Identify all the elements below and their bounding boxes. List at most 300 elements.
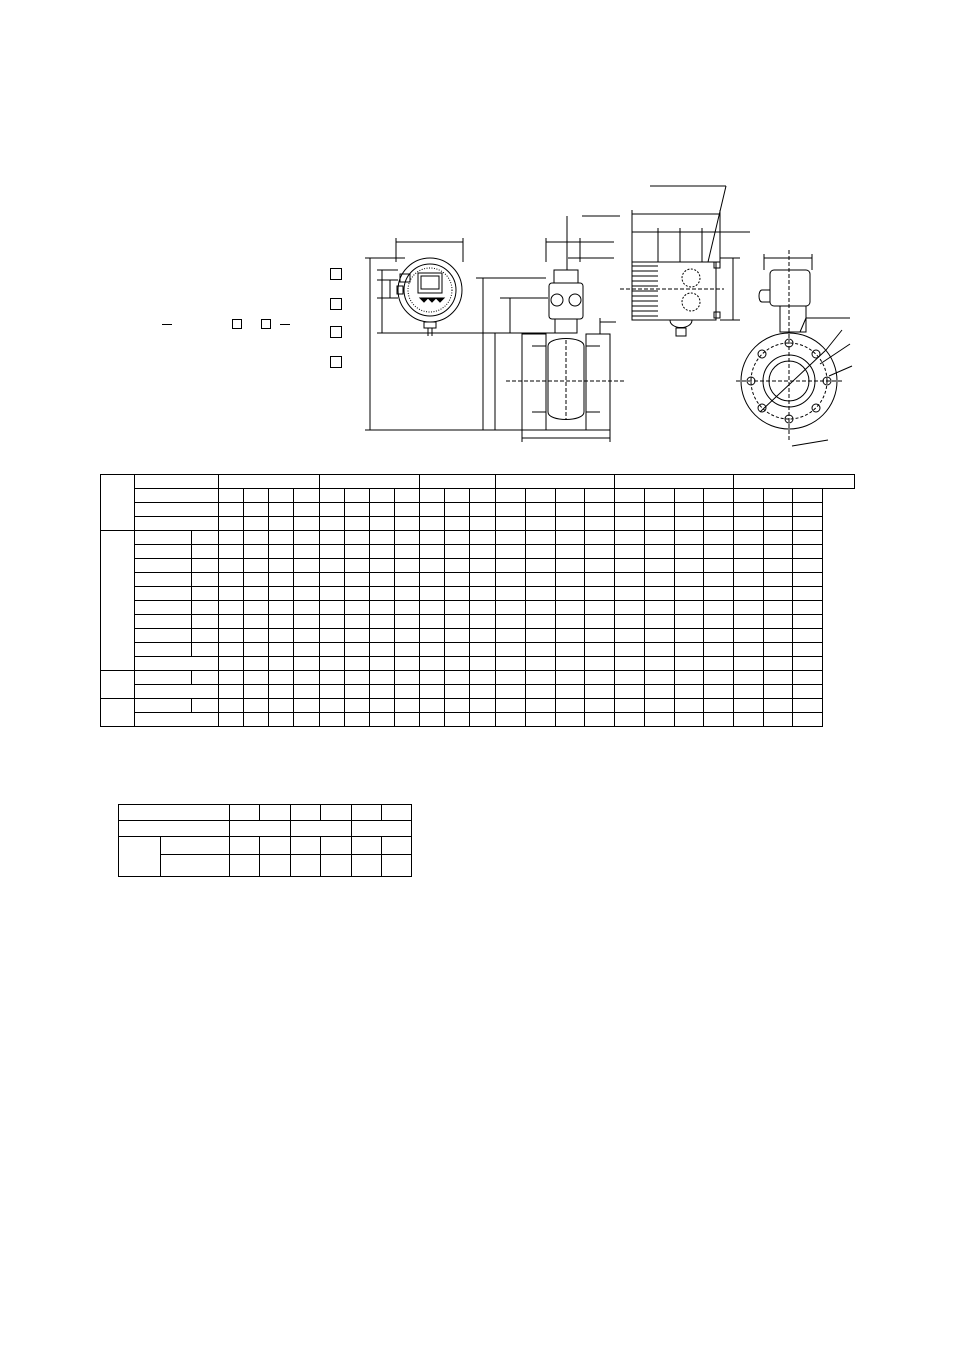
table-cell bbox=[395, 643, 420, 657]
table-cell bbox=[764, 489, 793, 503]
table-cell bbox=[320, 503, 345, 517]
table-cell bbox=[470, 685, 496, 699]
table-cell bbox=[704, 517, 734, 531]
table-cell bbox=[244, 657, 269, 671]
table-cell bbox=[345, 503, 370, 517]
table-cell bbox=[192, 699, 219, 713]
table-cell bbox=[470, 531, 496, 545]
table-cell bbox=[192, 545, 219, 559]
table-cell bbox=[269, 657, 294, 671]
table-row bbox=[101, 671, 855, 685]
table-cell bbox=[526, 615, 556, 629]
table-cell bbox=[219, 503, 244, 517]
table-cell bbox=[734, 685, 764, 699]
table-row bbox=[101, 629, 855, 643]
table-cell bbox=[585, 629, 615, 643]
table-cell bbox=[135, 657, 219, 671]
table-cell bbox=[470, 643, 496, 657]
table-cell bbox=[496, 615, 526, 629]
table-cell bbox=[320, 685, 345, 699]
table-cell bbox=[470, 657, 496, 671]
table-cell bbox=[734, 671, 764, 685]
table-cell bbox=[320, 545, 345, 559]
table-cell bbox=[420, 503, 445, 517]
table-cell bbox=[615, 531, 645, 545]
table-cell bbox=[219, 643, 244, 657]
table-cell bbox=[320, 629, 345, 643]
table-cell bbox=[269, 671, 294, 685]
table-cell bbox=[382, 837, 412, 855]
table-cell bbox=[470, 545, 496, 559]
table-cell bbox=[793, 559, 823, 573]
table-cell bbox=[395, 629, 420, 643]
table-cell bbox=[294, 517, 320, 531]
table-cell bbox=[496, 475, 615, 489]
table-cell bbox=[395, 531, 420, 545]
table-cell bbox=[556, 671, 585, 685]
table-cell bbox=[793, 615, 823, 629]
table-cell bbox=[675, 503, 704, 517]
table-row bbox=[101, 531, 855, 545]
table-cell bbox=[585, 587, 615, 601]
table-cell bbox=[294, 587, 320, 601]
table-row bbox=[101, 545, 855, 559]
table-cell bbox=[219, 657, 244, 671]
table-cell bbox=[345, 657, 370, 671]
table-cell bbox=[345, 713, 370, 727]
table-cell bbox=[496, 671, 526, 685]
table-cell bbox=[192, 629, 219, 643]
table-cell bbox=[269, 713, 294, 727]
table-cell bbox=[615, 475, 734, 489]
table-cell bbox=[734, 531, 764, 545]
table-cell bbox=[615, 517, 645, 531]
table-cell bbox=[585, 713, 615, 727]
table-cell bbox=[764, 685, 793, 699]
table-cell bbox=[704, 489, 734, 503]
table-cell bbox=[615, 615, 645, 629]
table-cell bbox=[294, 531, 320, 545]
table-cell bbox=[734, 657, 764, 671]
table-cell bbox=[496, 657, 526, 671]
table-cell bbox=[395, 559, 420, 573]
table-cell bbox=[675, 573, 704, 587]
table-cell bbox=[526, 573, 556, 587]
table-cell bbox=[294, 503, 320, 517]
table-cell bbox=[320, 587, 345, 601]
table-cell bbox=[445, 587, 470, 601]
table-cell bbox=[675, 657, 704, 671]
table-cell bbox=[420, 601, 445, 615]
table-cell bbox=[734, 699, 764, 713]
table-cell bbox=[320, 517, 345, 531]
table-cell bbox=[675, 531, 704, 545]
table-cell bbox=[585, 657, 615, 671]
table-cell bbox=[244, 685, 269, 699]
table-cell bbox=[675, 699, 704, 713]
table-cell bbox=[704, 545, 734, 559]
table-cell bbox=[793, 629, 823, 643]
table-cell bbox=[445, 601, 470, 615]
table-cell bbox=[615, 699, 645, 713]
table-cell bbox=[219, 573, 244, 587]
table-cell bbox=[321, 837, 352, 855]
table-cell bbox=[269, 545, 294, 559]
table-cell bbox=[244, 545, 269, 559]
table-cell bbox=[294, 573, 320, 587]
table-cell bbox=[244, 643, 269, 657]
table-cell bbox=[345, 685, 370, 699]
table-cell bbox=[135, 601, 192, 615]
table-cell bbox=[734, 615, 764, 629]
table-row bbox=[101, 699, 855, 713]
table-cell bbox=[585, 699, 615, 713]
table-cell bbox=[395, 713, 420, 727]
table-cell bbox=[615, 643, 645, 657]
table-cell bbox=[470, 615, 496, 629]
table-cell bbox=[734, 643, 764, 657]
table-cell bbox=[370, 489, 395, 503]
table-cell bbox=[556, 517, 585, 531]
table-cell bbox=[645, 671, 675, 685]
table-cell bbox=[526, 601, 556, 615]
table-cell bbox=[352, 837, 382, 855]
table-cell bbox=[119, 821, 230, 837]
table-cell bbox=[764, 643, 793, 657]
table-cell bbox=[244, 601, 269, 615]
table-cell bbox=[135, 615, 192, 629]
table-cell bbox=[556, 573, 585, 587]
table-cell bbox=[556, 699, 585, 713]
table-cell bbox=[585, 671, 615, 685]
main-dimension-table bbox=[100, 474, 855, 727]
table-cell bbox=[585, 545, 615, 559]
table-cell bbox=[244, 559, 269, 573]
table-cell bbox=[793, 643, 823, 657]
table-cell bbox=[445, 629, 470, 643]
table-cell bbox=[764, 629, 793, 643]
table-cell bbox=[445, 713, 470, 727]
table-cell bbox=[420, 545, 445, 559]
table-cell bbox=[219, 671, 244, 685]
table-cell bbox=[230, 805, 260, 821]
table-cell bbox=[219, 685, 244, 699]
table-cell bbox=[269, 615, 294, 629]
table-cell bbox=[219, 545, 244, 559]
table-cell bbox=[370, 657, 395, 671]
table-cell bbox=[615, 503, 645, 517]
table-cell bbox=[370, 685, 395, 699]
table-cell bbox=[345, 559, 370, 573]
table-cell bbox=[585, 489, 615, 503]
table-cell bbox=[445, 643, 470, 657]
table-cell bbox=[244, 503, 269, 517]
table-cell bbox=[645, 489, 675, 503]
table-cell bbox=[345, 629, 370, 643]
table-cell bbox=[470, 489, 496, 503]
table-cell bbox=[244, 489, 269, 503]
table-cell bbox=[101, 475, 135, 531]
small-table bbox=[118, 804, 412, 877]
table-row bbox=[101, 587, 855, 601]
table-cell bbox=[526, 699, 556, 713]
table-cell bbox=[370, 503, 395, 517]
table-cell bbox=[526, 643, 556, 657]
table-cell bbox=[556, 657, 585, 671]
table-cell bbox=[345, 517, 370, 531]
table-cell bbox=[269, 489, 294, 503]
table-cell bbox=[793, 545, 823, 559]
table-cell bbox=[192, 573, 219, 587]
table-cell bbox=[370, 671, 395, 685]
table-cell bbox=[704, 531, 734, 545]
table-cell bbox=[370, 517, 395, 531]
table-cell bbox=[345, 643, 370, 657]
table-cell bbox=[395, 671, 420, 685]
table-cell bbox=[260, 805, 291, 821]
table-cell bbox=[244, 531, 269, 545]
table-cell bbox=[244, 615, 269, 629]
table-cell bbox=[135, 671, 192, 685]
table-cell bbox=[585, 685, 615, 699]
table-cell bbox=[345, 531, 370, 545]
table-cell bbox=[420, 489, 445, 503]
table-cell bbox=[260, 837, 291, 855]
table-cell bbox=[764, 545, 793, 559]
table-cell bbox=[269, 559, 294, 573]
table-cell bbox=[345, 573, 370, 587]
table-cell bbox=[269, 517, 294, 531]
table-cell bbox=[370, 643, 395, 657]
table-cell bbox=[291, 805, 321, 821]
table-cell bbox=[370, 713, 395, 727]
table-cell bbox=[556, 503, 585, 517]
table-cell bbox=[556, 559, 585, 573]
table-cell bbox=[294, 601, 320, 615]
table-cell bbox=[645, 545, 675, 559]
table-cell bbox=[704, 671, 734, 685]
table-cell bbox=[645, 531, 675, 545]
table-cell bbox=[556, 629, 585, 643]
table-cell bbox=[496, 699, 526, 713]
table-cell bbox=[420, 475, 496, 489]
table-cell bbox=[496, 685, 526, 699]
table-cell bbox=[470, 671, 496, 685]
table-cell bbox=[320, 671, 345, 685]
table-cell bbox=[764, 671, 793, 685]
table-cell bbox=[352, 805, 382, 821]
table-cell bbox=[320, 531, 345, 545]
table-cell bbox=[734, 587, 764, 601]
table-cell bbox=[793, 489, 823, 503]
table-cell bbox=[370, 573, 395, 587]
table-cell bbox=[704, 657, 734, 671]
table-cell bbox=[704, 615, 734, 629]
table-cell bbox=[370, 587, 395, 601]
table-row bbox=[119, 855, 412, 877]
table-cell bbox=[526, 503, 556, 517]
table-row bbox=[101, 713, 855, 727]
table-cell bbox=[526, 559, 556, 573]
table-cell bbox=[585, 517, 615, 531]
table-cell bbox=[585, 615, 615, 629]
table-cell bbox=[135, 685, 219, 699]
table-cell bbox=[556, 643, 585, 657]
table-cell bbox=[294, 713, 320, 727]
table-cell bbox=[269, 643, 294, 657]
table-cell bbox=[244, 629, 269, 643]
table-cell bbox=[793, 713, 823, 727]
table-cell bbox=[320, 643, 345, 657]
table-cell bbox=[675, 587, 704, 601]
table-cell bbox=[269, 573, 294, 587]
table-cell bbox=[675, 559, 704, 573]
table-cell bbox=[192, 587, 219, 601]
table-cell bbox=[704, 629, 734, 643]
table-cell bbox=[219, 629, 244, 643]
table-cell bbox=[615, 587, 645, 601]
table-cell bbox=[192, 671, 219, 685]
table-cell bbox=[734, 629, 764, 643]
table-cell bbox=[291, 855, 321, 877]
table-cell bbox=[526, 587, 556, 601]
table-cell bbox=[645, 517, 675, 531]
table-cell bbox=[645, 587, 675, 601]
table-cell bbox=[395, 517, 420, 531]
table-cell bbox=[764, 657, 793, 671]
table-cell bbox=[645, 503, 675, 517]
table-cell bbox=[345, 699, 370, 713]
table-cell bbox=[445, 573, 470, 587]
table-cell bbox=[496, 573, 526, 587]
table-cell bbox=[734, 545, 764, 559]
table-cell bbox=[496, 517, 526, 531]
table-row bbox=[101, 615, 855, 629]
table-cell bbox=[645, 573, 675, 587]
table-cell bbox=[615, 713, 645, 727]
table-cell bbox=[294, 657, 320, 671]
table-cell bbox=[445, 657, 470, 671]
table-cell bbox=[370, 699, 395, 713]
table-cell bbox=[320, 615, 345, 629]
table-cell bbox=[704, 559, 734, 573]
table-cell bbox=[615, 545, 645, 559]
table-cell bbox=[496, 559, 526, 573]
table-cell bbox=[395, 587, 420, 601]
table-cell bbox=[420, 629, 445, 643]
table-cell bbox=[161, 855, 230, 877]
table-cell bbox=[526, 671, 556, 685]
header-row-3 bbox=[101, 503, 855, 517]
table-cell bbox=[496, 643, 526, 657]
table-cell bbox=[793, 587, 823, 601]
table-cell bbox=[764, 559, 793, 573]
table-cell bbox=[294, 489, 320, 503]
table-cell bbox=[615, 559, 645, 573]
table-cell bbox=[420, 531, 445, 545]
table-cell bbox=[192, 615, 219, 629]
table-cell bbox=[526, 517, 556, 531]
table-cell bbox=[420, 699, 445, 713]
table-cell bbox=[615, 657, 645, 671]
table-cell bbox=[321, 805, 352, 821]
table-cell bbox=[101, 671, 135, 699]
table-cell bbox=[420, 587, 445, 601]
table-cell bbox=[675, 643, 704, 657]
table-cell bbox=[269, 629, 294, 643]
table-cell bbox=[675, 517, 704, 531]
table-cell bbox=[135, 699, 192, 713]
table-cell bbox=[496, 587, 526, 601]
header-row-4 bbox=[101, 517, 855, 531]
table-cell bbox=[470, 503, 496, 517]
table-cell bbox=[320, 559, 345, 573]
table-cell bbox=[291, 821, 352, 837]
table-cell bbox=[244, 517, 269, 531]
table-cell bbox=[395, 601, 420, 615]
table-cell bbox=[793, 573, 823, 587]
table-cell bbox=[192, 643, 219, 657]
table-cell bbox=[793, 601, 823, 615]
table-row bbox=[101, 601, 855, 615]
table-cell bbox=[675, 629, 704, 643]
table-cell bbox=[320, 489, 345, 503]
table-cell bbox=[395, 503, 420, 517]
table-cell bbox=[244, 699, 269, 713]
table-cell bbox=[615, 573, 645, 587]
table-cell bbox=[269, 699, 294, 713]
table-cell bbox=[793, 517, 823, 531]
table-cell bbox=[556, 545, 585, 559]
table-cell bbox=[496, 503, 526, 517]
table-cell bbox=[294, 629, 320, 643]
table-cell bbox=[135, 559, 192, 573]
table-cell bbox=[734, 517, 764, 531]
table-cell bbox=[395, 545, 420, 559]
table-cell bbox=[192, 601, 219, 615]
flange-view bbox=[736, 250, 852, 446]
table-cell bbox=[119, 805, 230, 821]
table-cell bbox=[764, 503, 793, 517]
table-cell bbox=[764, 517, 793, 531]
table-cell bbox=[294, 559, 320, 573]
table-cell bbox=[135, 573, 192, 587]
table-cell bbox=[585, 601, 615, 615]
table-cell bbox=[382, 805, 412, 821]
table-cell bbox=[420, 615, 445, 629]
table-cell bbox=[496, 713, 526, 727]
table-cell bbox=[445, 615, 470, 629]
table-cell bbox=[219, 601, 244, 615]
table-cell bbox=[470, 559, 496, 573]
table-cell bbox=[645, 685, 675, 699]
table-cell bbox=[219, 517, 244, 531]
table-cell bbox=[526, 629, 556, 643]
table-cell bbox=[294, 643, 320, 657]
table-cell bbox=[269, 503, 294, 517]
table-cell bbox=[793, 671, 823, 685]
table-cell bbox=[496, 629, 526, 643]
table-cell bbox=[556, 601, 585, 615]
table-cell bbox=[395, 685, 420, 699]
table-cell bbox=[352, 855, 382, 877]
table-cell bbox=[526, 713, 556, 727]
table-cell bbox=[615, 601, 645, 615]
table-cell bbox=[420, 713, 445, 727]
table-cell bbox=[395, 489, 420, 503]
table-cell bbox=[704, 573, 734, 587]
table-cell bbox=[420, 573, 445, 587]
